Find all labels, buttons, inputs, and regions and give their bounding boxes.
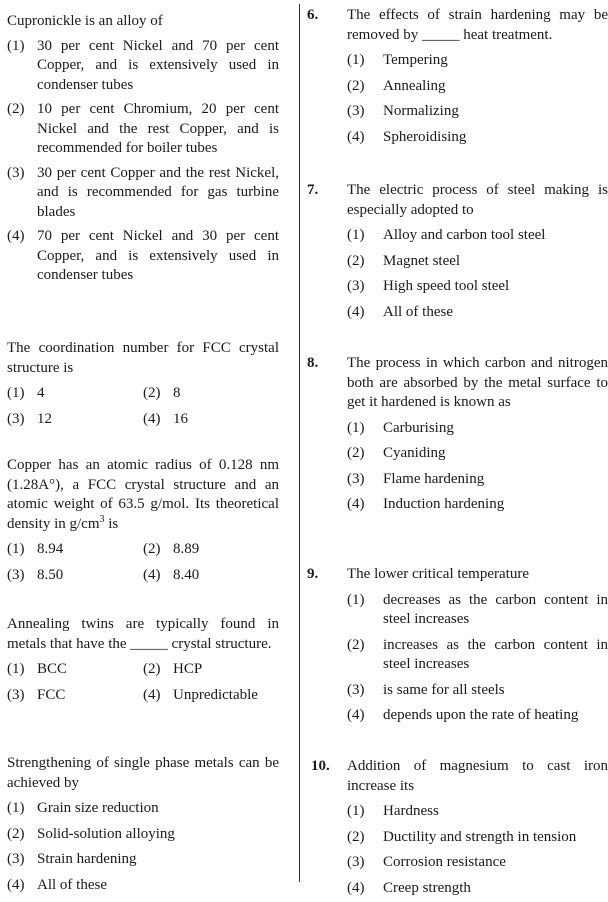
option: (4) Induction hardening <box>347 496 505 512</box>
question-number: 6. <box>307 7 319 23</box>
question-stem: Strengthening of single phase metals can be achieved by <box>7 755 279 791</box>
option: (2) Solid-solution alloying <box>7 825 175 842</box>
option: (4) 70 per cent Nickel and 30 per cent Copper, and is extensively used in condenser tubes <box>7 228 279 283</box>
question-2 <box>7 339 279 429</box>
option: (4) All of these <box>347 303 453 320</box>
question-stem: Copper has an atomic radius of 0.128 nm (1.28A°), a FCC crystal structure and an atomic weight of 63.5 g/mol. Its theoretical density in $g/cm^3$ is <box>7 457 279 532</box>
option: (3) Normalizing <box>347 103 459 119</box>
option: (3) Corrosion resistance <box>347 854 506 870</box>
option: (3) High speed tool steel <box>347 278 510 294</box>
option: (2) Cyaniding <box>347 445 446 461</box>
option-row <box>7 384 279 404</box>
option: (3) 12 <box>7 410 52 427</box>
option: (1) BCC <box>7 661 68 677</box>
question-stem: The process in which carbon and nitrogen both are absorbed by the metal surface to get it hardened is known as <box>347 355 608 410</box>
question-stem: The electric process of steel making is especially adopted to <box>347 182 608 218</box>
option: (2) 10 per cent Chromium, 20 per cent Nickel and the rest Copper, and is recommended for boiler tubes <box>7 101 279 156</box>
option: (4) Creep strength <box>347 879 471 896</box>
option: (1) Alloy and carbon tool steel <box>347 227 546 243</box>
question-stem: The coordination number for FCC crystal structure is <box>7 340 279 376</box>
option-row <box>7 410 279 430</box>
option: (1) Hardness <box>347 803 439 819</box>
option: (2) Magnet steel <box>347 252 461 269</box>
option: (4) Unpredictable <box>143 686 258 703</box>
option: (1) Tempering <box>347 52 448 68</box>
option-row <box>7 686 279 706</box>
option-row <box>7 660 279 680</box>
option: (4) depends upon the rate of heating <box>347 707 579 723</box>
option: (1) Grain size reduction <box>7 800 159 816</box>
question-1 <box>7 12 279 286</box>
question-7 <box>303 181 608 322</box>
question-stem: The effects of strain hardening may be removed by _____ heat treatment. <box>347 7 608 43</box>
option: (1) 4 <box>7 385 45 401</box>
option: (1) 8.94 <box>7 541 64 557</box>
option: (2) Ductility and strength in tension <box>347 828 577 845</box>
option: (2) increases as the carbon content in steel increases <box>347 636 608 672</box>
option: (4) 8.40 <box>143 566 200 583</box>
option: (4) All of these <box>7 876 107 893</box>
question-6 <box>303 6 608 147</box>
option: (3) Flame hardening <box>347 470 485 487</box>
option: (3) 30 per cent Copper and the rest Nickel, and is recommended for gas turbine blades <box>7 164 279 220</box>
question-number: 7. <box>307 182 319 198</box>
question-stem: Cupronickle is an alloy of <box>7 13 163 29</box>
question-stem: The lower critical temperature <box>347 566 529 582</box>
option: (1) 30 per cent Nickel and 70 per cent Copper, and is extensively used in condenser tubes <box>7 37 279 93</box>
option: (3) is same for all steels <box>347 681 505 698</box>
question-number: 9. <box>307 566 319 582</box>
option: (3) FCC <box>7 686 66 703</box>
question-stem: Annealing twins are typically found in metals that have the _____ crystal structure. <box>7 616 279 652</box>
question-stem: Addition of magnesium to cast iron increase its <box>347 758 608 794</box>
option: (1) Carburising <box>347 419 454 436</box>
option: (2) 8.89 <box>143 541 200 557</box>
question-5 <box>7 754 279 895</box>
question-number: 10. <box>311 758 330 774</box>
question-3 <box>7 456 279 585</box>
question-4 <box>7 615 279 705</box>
option: (3) Strain hardening <box>7 851 137 867</box>
option: (3) 8.50 <box>7 566 64 583</box>
option: (4) Spheroidising <box>347 128 467 145</box>
option-row <box>7 540 279 560</box>
option: (2) Annealing <box>347 77 446 94</box>
question-10 <box>303 757 608 898</box>
column-divider <box>299 4 300 882</box>
question-9 <box>303 565 608 726</box>
option: (2) HCP <box>143 661 203 677</box>
question-8 <box>303 354 608 515</box>
option: (1) decreases as the carbon content in steel increases <box>347 591 608 627</box>
question-number: 8. <box>307 355 319 371</box>
option: (4) 16 <box>143 410 188 427</box>
option: (2) 8 <box>143 385 181 401</box>
option-row <box>7 566 279 586</box>
